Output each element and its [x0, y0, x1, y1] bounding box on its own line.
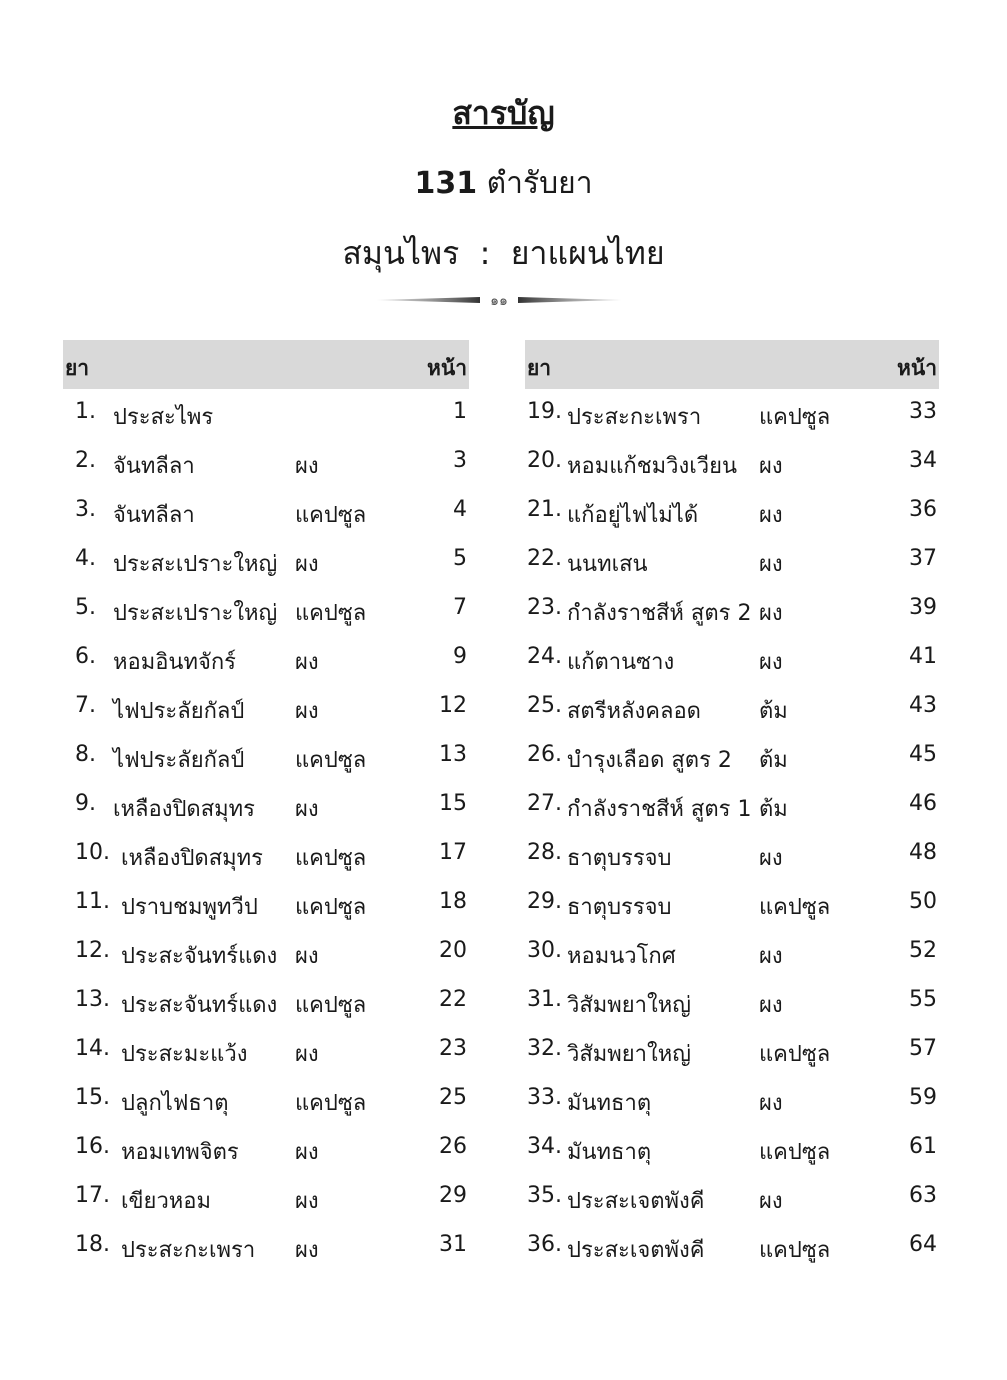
entry-name: แก้อยู่ไฟไม่ได้ [567, 503, 699, 528]
entry-num: 22. [527, 546, 562, 571]
entry-page: 26 [439, 1134, 467, 1159]
entry-form: ต้ม [759, 748, 788, 773]
entry-name: วิสัมพยาใหญ่ [567, 1042, 692, 1067]
entry-num: 36. [527, 1232, 562, 1257]
toc-entry[interactable] [525, 1173, 939, 1222]
toc-entry[interactable] [63, 487, 469, 536]
entry-num: 1. [75, 399, 96, 424]
entry-page: 25 [439, 1085, 467, 1110]
entry-form: แคปซูล [295, 601, 367, 626]
entry-form: แคปซูล [759, 405, 831, 430]
entry-page: 46 [909, 791, 937, 816]
entry-name: เหลืองปิดสมุทร [113, 797, 255, 822]
entry-num: 35. [527, 1183, 562, 1208]
toc-entry[interactable] [525, 585, 939, 634]
entry-name: ไฟประลัยกัลป์ [113, 699, 245, 724]
toc-entry[interactable] [63, 732, 469, 781]
entry-num: 32. [527, 1036, 562, 1061]
toc-column-right [525, 340, 939, 1271]
entry-form: แคปซูล [295, 846, 367, 871]
toc-entry[interactable] [63, 1222, 469, 1271]
entry-form: ผง [295, 1189, 319, 1214]
entry-num: 29. [527, 889, 562, 914]
ornament-numeral: ๑๑ [490, 293, 508, 309]
entry-num: 34. [527, 1134, 562, 1159]
toc-entry[interactable] [63, 879, 469, 928]
entry-page: 23 [439, 1036, 467, 1061]
entry-name: หอมอินทจักร์ [113, 650, 236, 675]
toc-entry[interactable] [525, 536, 939, 585]
entry-num: 17. [75, 1183, 110, 1208]
toc-column-left [63, 340, 469, 1271]
page-title: สารบัญ [452, 94, 555, 132]
header-medicine: ยา [65, 356, 90, 380]
entry-name: ธาตุบรรจบ [567, 846, 672, 871]
toc-entry[interactable] [63, 781, 469, 830]
entry-name: สตรีหลังคลอด [567, 699, 701, 724]
entry-num: 2. [75, 448, 96, 473]
entry-form: แคปซูล [295, 1091, 367, 1116]
entry-page: 17 [439, 840, 467, 865]
entry-page: 29 [439, 1183, 467, 1208]
entry-num: 8. [75, 742, 96, 767]
entry-name: ประสะเปราะใหญ่ [113, 601, 278, 626]
entry-name: ประสะไพร [113, 405, 214, 430]
entry-num: 11. [75, 889, 110, 914]
table-header [63, 340, 469, 389]
entry-page: 12 [439, 693, 467, 718]
toc-entry[interactable] [525, 683, 939, 732]
entry-name: ประสะจันทร์แดง [121, 944, 278, 969]
toc-entry[interactable] [63, 683, 469, 732]
entry-num: 30. [527, 938, 562, 963]
table-header [525, 340, 939, 389]
entry-form: ผง [295, 1238, 319, 1263]
toc-entry[interactable] [525, 487, 939, 536]
entry-name: ประสะเจตพังคี [567, 1189, 705, 1214]
toc-entry[interactable] [525, 781, 939, 830]
entry-page: 18 [439, 889, 467, 914]
entry-num: 23. [527, 595, 562, 620]
entry-num: 7. [75, 693, 96, 718]
entry-page: 55 [909, 987, 937, 1012]
entry-page: 7 [453, 595, 467, 620]
entry-page: 57 [909, 1036, 937, 1061]
toc-entry[interactable] [63, 977, 469, 1026]
entry-form: ผง [295, 699, 319, 724]
entry-page: 43 [909, 693, 937, 718]
entry-name: หอมนวโกศ [567, 944, 676, 969]
entry-num: 14. [75, 1036, 110, 1061]
entry-name: เขียวหอม [121, 1189, 212, 1214]
entry-name: มันทธาตุ [567, 1140, 652, 1165]
entry-num: 12. [75, 938, 110, 963]
entry-name: จันทลีลา [113, 454, 195, 479]
entry-name: แก้ตานซาง [567, 650, 675, 675]
entry-form: แคปซูล [759, 1042, 831, 1067]
entry-form: ผง [295, 797, 319, 822]
entry-num: 15. [75, 1085, 110, 1110]
entry-page: 52 [909, 938, 937, 963]
toc-entry[interactable] [63, 389, 469, 438]
entry-form: แคปซูล [759, 1238, 831, 1263]
toc-entry[interactable] [525, 977, 939, 1026]
toc-entry[interactable] [63, 1026, 469, 1075]
entry-form: ผง [759, 1091, 783, 1116]
entry-name: ประสะกะเพรา [121, 1238, 256, 1263]
entry-form: ต้ม [759, 797, 788, 822]
entry-name: ประสะจันทร์แดง [121, 993, 278, 1018]
entry-page: 33 [909, 399, 937, 424]
subtitle-category: สมุนไพร : ยาแผนไทย [342, 234, 665, 272]
toc-entry[interactable] [63, 585, 469, 634]
toc-entry[interactable] [525, 830, 939, 879]
entry-form: ผง [295, 552, 319, 577]
entry-num: 28. [527, 840, 562, 865]
entry-name: มันทธาตุ [567, 1091, 652, 1116]
entry-page: 4 [453, 497, 467, 522]
entry-num: 4. [75, 546, 96, 571]
entry-page: 1 [453, 399, 467, 424]
entry-page: 36 [909, 497, 937, 522]
entry-num: 9. [75, 791, 96, 816]
entry-form: ผง [759, 650, 783, 675]
entry-page: 15 [439, 791, 467, 816]
recipe-count: 131 [414, 166, 478, 201]
entry-num: 13. [75, 987, 110, 1012]
entry-form: ผง [759, 503, 783, 528]
entry-page: 5 [453, 546, 467, 571]
entry-num: 20. [527, 448, 562, 473]
entry-name: ประสะเจตพังคี [567, 1238, 705, 1263]
entry-page: 31 [439, 1232, 467, 1257]
entry-form: ผง [295, 1140, 319, 1165]
entry-page: 39 [909, 595, 937, 620]
entry-name: หอมแก้ชมวิงเวียน [567, 454, 738, 479]
entry-page: 50 [909, 889, 937, 914]
entry-form: ผง [759, 601, 783, 626]
toc-entry[interactable] [525, 879, 939, 928]
entry-num: 31. [527, 987, 562, 1012]
entry-num: 21. [527, 497, 562, 522]
entry-num: 3. [75, 497, 96, 522]
entry-form: ผง [759, 552, 783, 577]
toc-entry[interactable] [525, 389, 939, 438]
entry-page: 20 [439, 938, 467, 963]
entry-name: หอมเทพจิตร [121, 1140, 239, 1165]
entry-form: ผง [759, 993, 783, 1018]
entry-form: ผง [759, 944, 783, 969]
entry-page: 37 [909, 546, 937, 571]
entry-form: ผง [759, 454, 783, 479]
entry-num: 24. [527, 644, 562, 669]
toc-entry[interactable] [525, 928, 939, 977]
entry-name: นนทเสน [567, 552, 648, 577]
entry-name: บำรุงเลือด สูตร 2 [567, 748, 732, 773]
entry-name: เหลืองปิดสมุทร [121, 846, 263, 871]
toc-entry[interactable] [63, 438, 469, 487]
entry-name: ไฟประลัยกัลป์ [113, 748, 245, 773]
entry-form: แคปซูล [295, 993, 367, 1018]
subtitle [0, 160, 1007, 207]
toc-entry[interactable] [63, 1173, 469, 1222]
entry-name: กำลังราชสีห์ สูตร 2 [567, 601, 752, 626]
entry-page: 41 [909, 644, 937, 669]
entry-num: 10. [75, 840, 110, 865]
entry-num: 6. [75, 644, 96, 669]
entry-name: ประสะกะเพรา [567, 405, 702, 430]
entry-form: ผง [759, 846, 783, 871]
entry-num: 27. [527, 791, 562, 816]
entry-num: 5. [75, 595, 96, 620]
toc-entry[interactable] [525, 1026, 939, 1075]
entry-num: 26. [527, 742, 562, 767]
ornament-divider [376, 290, 622, 310]
toc-entry[interactable] [525, 1222, 939, 1271]
entry-name: ปราบชมพูทวีป [121, 895, 258, 920]
entry-num: 19. [527, 399, 562, 424]
toc-entry[interactable] [525, 732, 939, 781]
toc-entry[interactable] [63, 928, 469, 977]
entry-name: จันทลีลา [113, 503, 195, 528]
entry-page: 34 [909, 448, 937, 473]
entry-num: 16. [75, 1134, 110, 1159]
toc-entry[interactable] [63, 1124, 469, 1173]
toc-entry[interactable] [525, 634, 939, 683]
header-page: หน้า [897, 356, 937, 380]
entry-name: ธาตุบรรจบ [567, 895, 672, 920]
entry-name: ประสะมะแว้ง [121, 1042, 248, 1067]
entry-form: ผง [295, 944, 319, 969]
entry-num: 33. [527, 1085, 562, 1110]
entry-form: ต้ม [759, 699, 788, 724]
entry-page: 13 [439, 742, 467, 767]
entry-form: แคปซูล [759, 895, 831, 920]
header-page: หน้า [427, 356, 467, 380]
toc-entry[interactable] [525, 1124, 939, 1173]
entry-name: ประสะเปราะใหญ่ [113, 552, 278, 577]
entry-form: แคปซูล [759, 1140, 831, 1165]
entry-page: 64 [909, 1232, 937, 1257]
entry-page: 22 [439, 987, 467, 1012]
entry-form: ผง [295, 650, 319, 675]
entry-num: 18. [75, 1232, 110, 1257]
toc-entry[interactable] [525, 438, 939, 487]
toc-entry[interactable] [63, 830, 469, 879]
entry-page: 3 [453, 448, 467, 473]
toc-entry[interactable] [63, 536, 469, 585]
entry-page: 48 [909, 840, 937, 865]
entry-page: 63 [909, 1183, 937, 1208]
entry-page: 59 [909, 1085, 937, 1110]
entry-form: แคปซูล [295, 895, 367, 920]
entry-form: ผง [759, 1189, 783, 1214]
entry-page: 61 [909, 1134, 937, 1159]
entry-form: ผง [295, 454, 319, 479]
entry-name: กำลังราชสีห์ สูตร 1 [567, 797, 752, 822]
entry-form: แคปซูล [295, 503, 367, 528]
toc-entry[interactable] [63, 634, 469, 683]
entry-page: 45 [909, 742, 937, 767]
entry-form: ผง [295, 1042, 319, 1067]
entry-form: แคปซูล [295, 748, 367, 773]
entry-num: 25. [527, 693, 562, 718]
toc-entry[interactable] [63, 1075, 469, 1124]
entry-page: 9 [453, 644, 467, 669]
entry-name: วิสัมพยาใหญ่ [567, 993, 692, 1018]
entry-name: ปลูกไฟธาตุ [121, 1091, 229, 1116]
header-medicine: ยา [527, 356, 552, 380]
toc-entry[interactable] [525, 1075, 939, 1124]
subtitle-text: ตำรับยา [486, 166, 593, 201]
